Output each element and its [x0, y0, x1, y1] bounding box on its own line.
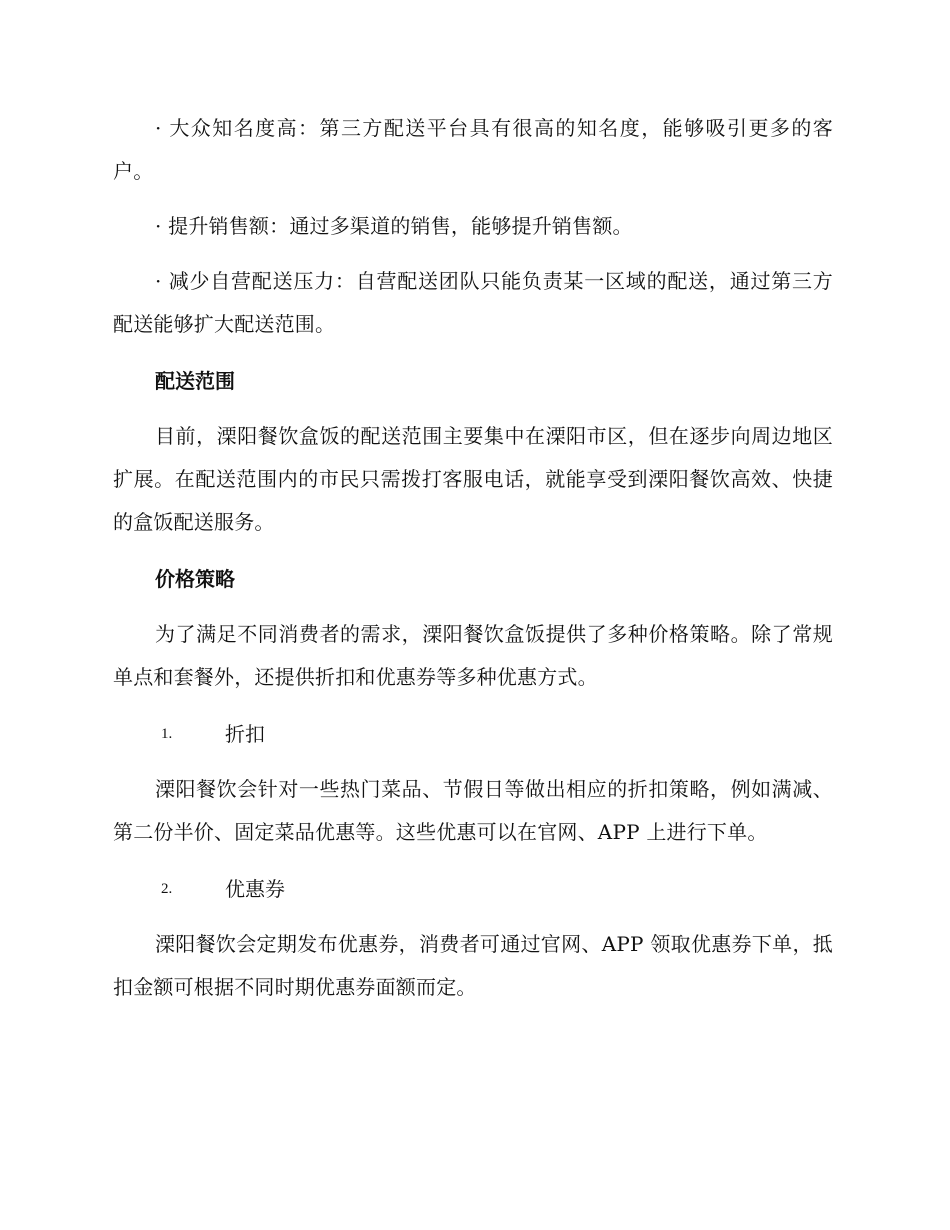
paragraph-discount: 溧阳餐饮会针对一些热门菜品、节假日等做出相应的折扣策略，例如满减、第二份半价、固定菜品优惠等。这些优惠可以在官网、APP 上进行下单。	[113, 777, 833, 844]
list-item-title: 优惠券	[225, 877, 285, 901]
list-number: 1.	[161, 726, 173, 742]
list-number: 2.	[161, 881, 173, 897]
heading-pricing-strategy: 价格策略	[155, 567, 235, 591]
paragraph-coupon: 溧阳餐饮会定期发布优惠券，消费者可通过官网、APP 领取优惠券下单，抵扣金额可根据不同时期优惠券面额而定。	[113, 932, 833, 999]
list-item-discount	[113, 713, 833, 756]
list-item-title: 折扣	[225, 722, 265, 746]
heading-delivery-range: 配送范围	[155, 369, 235, 393]
paragraph-pricing-strategy: 为了满足不同消费者的需求，溧阳餐饮盒饭提供了多种价格策略。除了常规单点和套餐外，还提供折扣和优惠券等多种优惠方式。	[113, 622, 833, 689]
document-content	[113, 107, 833, 1009]
bullet-brand-awareness: · 大众知名度高：第三方配送平台具有很高的知名度，能够吸引更多的客户。	[113, 116, 833, 183]
bullet-sales-increase: · 提升销售额：通过多渠道的销售，能够提升销售额。	[155, 214, 633, 238]
bullet-delivery-pressure: · 减少自营配送压力：自营配送团队只能负责某一区域的配送，通过第三方配送能够扩大配送范围。	[113, 269, 833, 336]
list-item-coupon	[113, 868, 833, 911]
paragraph-delivery-range: 目前，溧阳餐饮盒饭的配送范围主要集中在溧阳市区，但在逐步向周边地区扩展。在配送范围内的市民只需拨打客服电话，就能享受到溧阳餐饮高效、快捷的盒饭配送服务。	[113, 424, 833, 534]
